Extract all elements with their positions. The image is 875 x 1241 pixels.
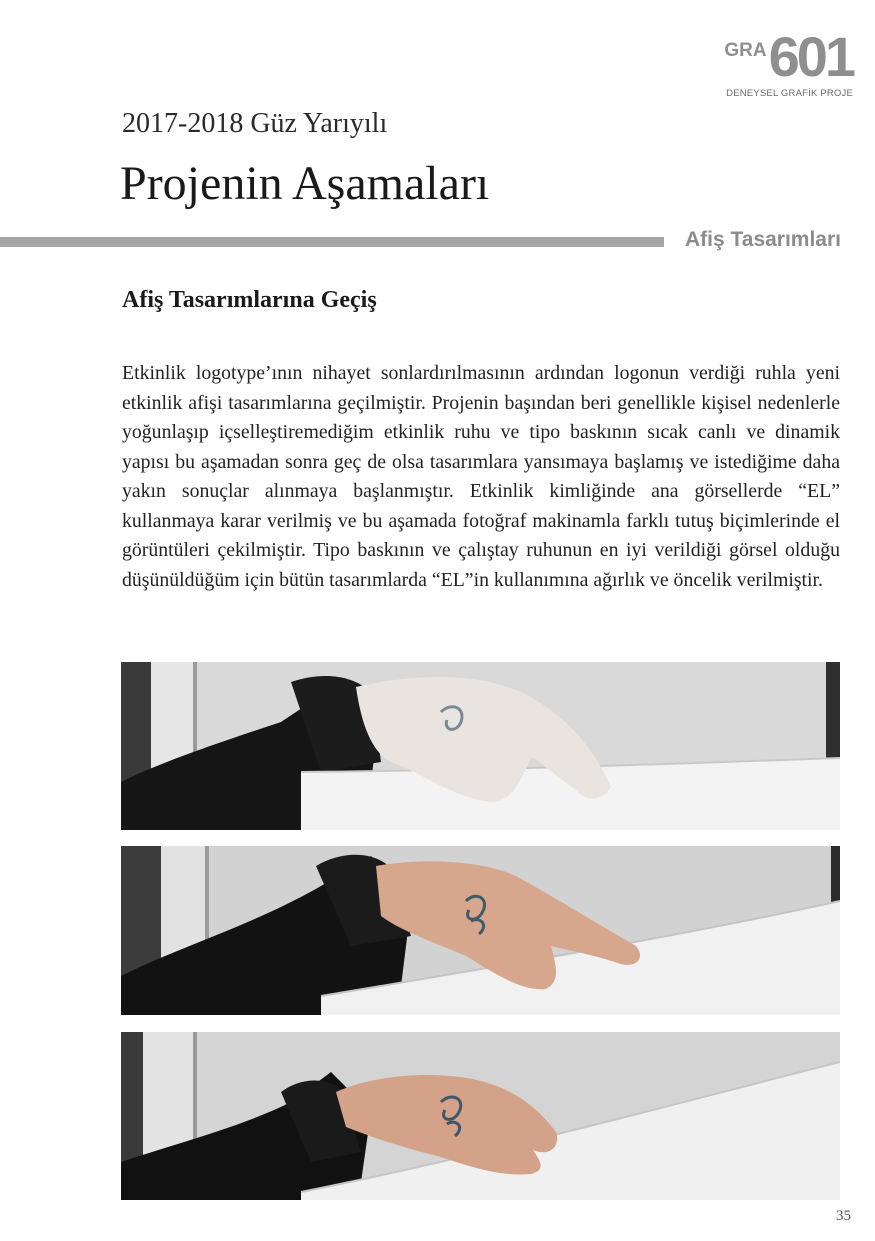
page-title: Projenin Aşamaları	[120, 157, 490, 210]
brand-prefix: GRA	[724, 40, 767, 61]
section-tab: Afiş Tasarımları	[684, 228, 841, 251]
photo-hand-tattoo-1-image	[121, 846, 840, 1015]
photo-hand-tattoo-2-image	[121, 1032, 840, 1200]
term-label: 2017-2018 Güz Yarıyılı	[122, 108, 388, 139]
photo-gloved-hand	[121, 662, 840, 830]
article-body: Etkinlik logotype’ının nihayet sonlardırılmasının ardından logonun verdiği ruhla yeni etkinlik afişi tasarımlarına geçilmiştir. Projenin başından beri genellikle kişisel nedenlerle yoğunlaşıp içselleştiremediğim etkinlik ruhu ve tipo baskının sıcak canlı ve dinamik yapısı bu aşamadan sonra geç de olsa tasarımlara yansımaya başlamış ve istediğime daha yakın sonuçlar alınmaya başlanmıştır. Etkinlik kimliğinde ana görsellerde “EL” kullanmaya karar verilmiş ve bu aşamada fotoğraf makinamla farklı tutuş biçimlerinde el görüntüleri çekilmiştir. Tipo baskının ve çalıştay ruhunun en iyi verildiği görsel olduğu düşünüldüğüm için bütün tasarımlarda “EL”in kullanımına ağırlık ve öncelik verilmiştir.	[122, 362, 840, 591]
section-divider	[0, 237, 664, 247]
photo-hand-tattoo-2	[121, 1032, 840, 1200]
brand-number: 601	[768, 25, 853, 88]
page-number: 35	[836, 1208, 851, 1224]
brand-logo	[724, 25, 853, 99]
brand-subtitle: DENEYSEL GRAFİK PROJE	[726, 88, 853, 99]
article-heading: Afiş Tasarımlarına Geçiş	[122, 287, 377, 313]
brand-mark	[724, 25, 853, 88]
photo-hand-tattoo-1	[121, 846, 840, 1015]
photo-gloved-hand-image	[121, 662, 840, 830]
